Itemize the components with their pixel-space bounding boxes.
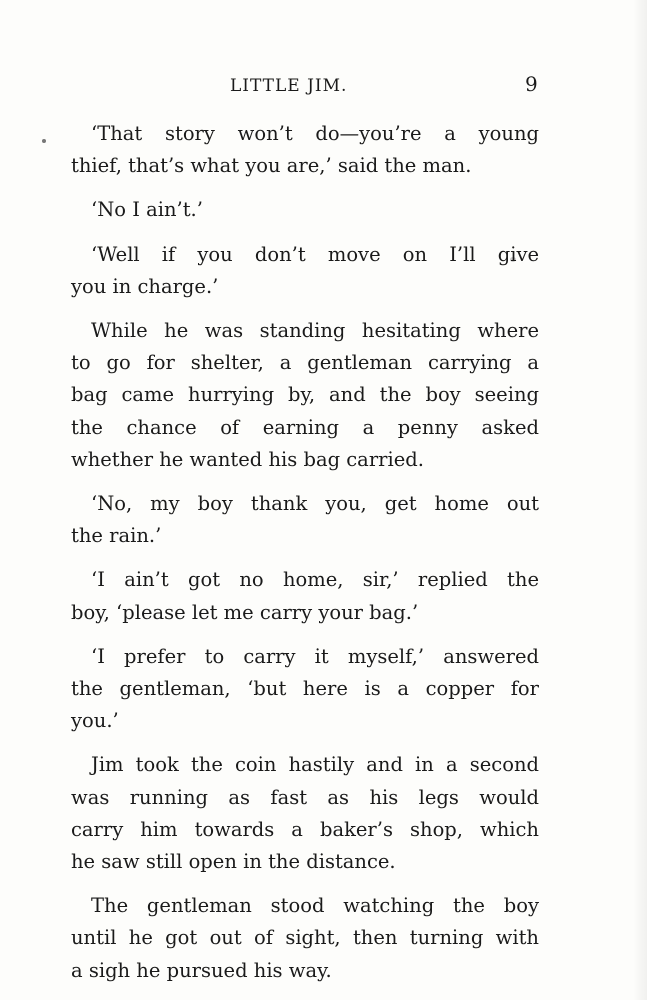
text-line: to go for shelter, a gentleman carrying a	[71, 351, 539, 375]
paragraph	[71, 488, 539, 552]
text-line: ‘Well if you don’t move on I’ll give	[91, 242, 539, 266]
text-line: ‘I prefer to carry it myself,’ answered	[91, 644, 539, 668]
running-title: LITTLE JIM.	[230, 76, 348, 96]
text-line: While he was standing hesitating where	[91, 319, 539, 343]
text-line: the rain.’	[71, 524, 162, 548]
text-line: ‘No I ain’t.’	[91, 198, 203, 222]
ink-speck	[42, 139, 46, 143]
text-line: ‘No, my boy thank you, get home out	[91, 492, 539, 516]
text-line: carry him towards a baker’s shop, which	[71, 817, 539, 841]
text-line: bag came hurrying by, and the boy seeing	[71, 383, 539, 407]
text-line: until he got out of sight, then turning with	[71, 926, 539, 950]
text-line: the chance of earning a penny asked	[71, 415, 539, 439]
paragraph	[71, 749, 539, 878]
paragraph	[71, 239, 539, 303]
text-line: whether he wanted his bag carried.	[71, 447, 424, 471]
running-head	[0, 74, 647, 98]
text-line: Jim took the coin hastily and in a second	[91, 753, 539, 777]
page-number: 9	[525, 72, 538, 96]
text-line: a sigh he pursued his way.	[71, 958, 332, 982]
page-edge-shadow	[633, 0, 647, 1000]
paragraph	[71, 890, 539, 987]
paragraph	[71, 315, 539, 476]
body-text	[71, 118, 539, 999]
paragraph	[71, 194, 539, 226]
text-line: was running as fast as his legs would	[71, 785, 539, 809]
text-line: the gentleman, ‘but here is a copper for	[71, 677, 539, 701]
text-line: ‘That story won’t do—you’re a young	[91, 122, 539, 145]
text-line: ‘I ain’t got no home, sir,’ replied the	[91, 568, 539, 592]
text-line: he saw still open in the distance.	[71, 850, 396, 874]
text-line: thief, that’s what you are,’ said the man.	[71, 154, 472, 178]
text-line: you.’	[71, 709, 119, 733]
text-line: The gentleman stood watching the boy	[91, 894, 539, 918]
paragraph	[71, 118, 539, 182]
paragraph	[71, 641, 539, 738]
text-line: you in charge.’	[71, 274, 219, 298]
text-line: boy, ‘please let me carry your bag.’	[71, 600, 419, 624]
paragraph	[71, 564, 539, 628]
